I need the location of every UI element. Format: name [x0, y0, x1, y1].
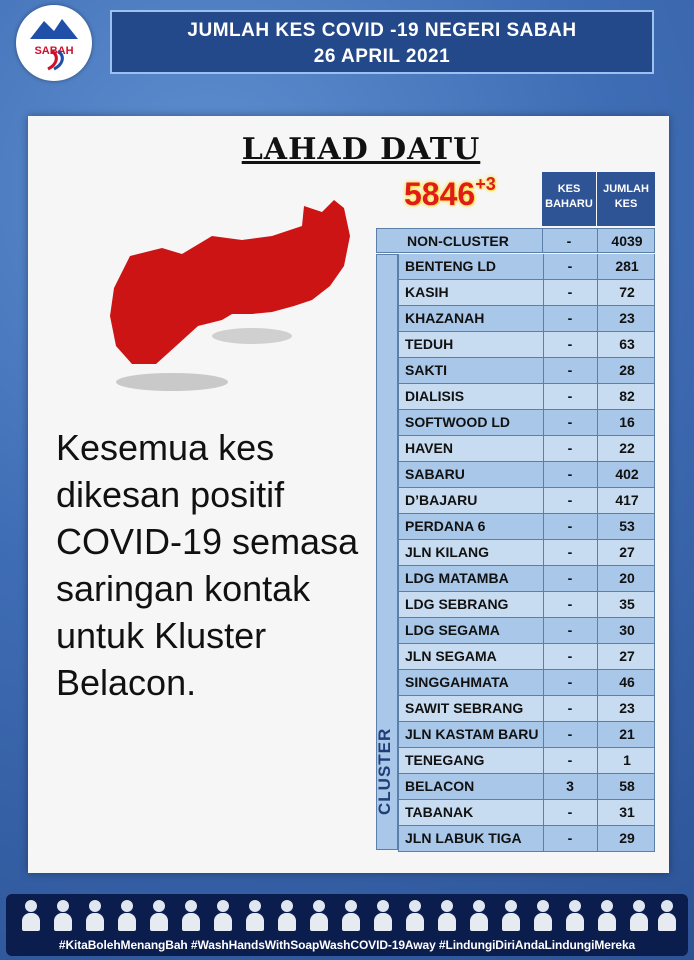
table-row — [398, 748, 655, 774]
cluster-total: 16 — [619, 414, 635, 430]
person-icon — [596, 898, 618, 932]
header-title: JUMLAH KES COVID -19 NEGERI SABAH — [187, 20, 577, 41]
header-new-cases: KES BAHARU — [542, 172, 596, 226]
cluster-total: 281 — [615, 258, 639, 274]
person-icon — [116, 898, 138, 932]
cluster-total: 72 — [619, 284, 635, 300]
person-icon — [52, 898, 74, 932]
cluster-new: - — [567, 258, 573, 274]
table-row — [398, 332, 655, 358]
table-row — [398, 566, 655, 592]
table-row — [398, 592, 655, 618]
cluster-new: - — [567, 336, 573, 352]
cluster-name: BENTENG LD — [405, 258, 496, 274]
non-cluster-new: - — [566, 233, 572, 249]
cluster-name: JLN KILANG — [405, 544, 489, 560]
person-icon — [628, 898, 650, 932]
cluster-new: - — [567, 726, 573, 742]
cluster-name: SOFTWOOD LD — [405, 414, 510, 430]
total-new: +3 — [475, 174, 496, 194]
table-row — [398, 800, 655, 826]
person-icon — [372, 898, 394, 932]
cluster-name: DIALISIS — [405, 388, 465, 404]
person-icon — [276, 898, 298, 932]
person-icon — [244, 898, 266, 932]
table-row — [398, 488, 655, 514]
cluster-new: - — [567, 518, 573, 534]
cluster-new: - — [567, 596, 573, 612]
cluster-new: - — [567, 804, 573, 820]
cluster-total: 23 — [619, 310, 635, 326]
table-row — [398, 722, 655, 748]
cluster-total: 21 — [619, 726, 635, 742]
non-cluster-total: 4039 — [611, 233, 643, 249]
person-icon — [532, 898, 554, 932]
cluster-total: 20 — [619, 570, 635, 586]
table-row — [398, 696, 655, 722]
person-icon — [212, 898, 234, 932]
cluster-name: TENEGANG — [405, 752, 485, 768]
cluster-new: - — [567, 674, 573, 690]
cluster-new: - — [567, 310, 573, 326]
cluster-total: 27 — [619, 544, 635, 560]
table-row — [398, 280, 655, 306]
person-icon — [404, 898, 426, 932]
cluster-total: 82 — [619, 388, 635, 404]
cluster-new: - — [567, 622, 573, 638]
cluster-new: - — [567, 830, 573, 846]
footer-hashtags: #KitaBolehMenangBah #WashHandsWithSoapWashCOVID-19Away #LindungiDiriAndaLindungiMereka — [58, 938, 636, 952]
logo-text: SABAH — [34, 45, 74, 57]
cluster-name: TEDUH — [405, 336, 454, 352]
cluster-new: - — [567, 388, 573, 404]
table-row — [398, 774, 655, 800]
cluster-table — [398, 254, 655, 852]
cluster-new: - — [567, 492, 573, 508]
person-icon — [500, 898, 522, 932]
cluster-name: LDG MATAMBA — [405, 570, 509, 586]
table-row — [398, 306, 655, 332]
person-icon — [148, 898, 170, 932]
cluster-name: KASIH — [405, 284, 449, 300]
cluster-total: 1 — [623, 752, 631, 768]
cluster-total: 63 — [619, 336, 635, 352]
table-row — [398, 540, 655, 566]
cluster-total: 46 — [619, 674, 635, 690]
cluster-total: 23 — [619, 700, 635, 716]
header-total-cases: JUMLAH KES — [597, 172, 655, 226]
cluster-name: SAWIT SEBRANG — [405, 700, 524, 716]
cluster-name: TABANAK — [405, 804, 474, 820]
cluster-new: - — [567, 648, 573, 664]
cluster-total: 22 — [619, 440, 635, 456]
cluster-new: - — [567, 440, 573, 456]
cluster-new: - — [567, 466, 573, 482]
cluster-new: - — [567, 414, 573, 430]
district-map-icon — [72, 196, 362, 396]
cluster-total: 402 — [615, 466, 639, 482]
person-icon — [84, 898, 106, 932]
cluster-total: 53 — [619, 518, 635, 534]
cluster-total: 27 — [619, 648, 635, 664]
mountain-logo-icon — [16, 5, 92, 81]
table-row — [398, 384, 655, 410]
cluster-name: SABARU — [405, 466, 465, 482]
cluster-new: - — [567, 362, 573, 378]
person-icon — [564, 898, 586, 932]
total-cases — [404, 176, 496, 213]
cluster-name: JLN LABUK TIGA — [405, 830, 522, 846]
cluster-name: HAVEN — [405, 440, 453, 456]
table-row — [398, 644, 655, 670]
cluster-name: JLN SEGAMA — [405, 648, 497, 664]
table-row — [398, 410, 655, 436]
cluster-total: 35 — [619, 596, 635, 612]
statement-text: Kesemua kes dikesan positif COVID-19 semasa saringan kontak untuk Kluster Belacon. — [56, 427, 359, 703]
table-row — [398, 254, 655, 280]
cluster-name: SAKTI — [405, 362, 447, 378]
cluster-label-column — [376, 254, 398, 850]
table-row — [398, 514, 655, 540]
cluster-name: PERDANA 6 — [405, 518, 486, 534]
table-row — [398, 618, 655, 644]
cluster-name: LDG SEGAMA — [405, 622, 500, 638]
cluster-new: - — [567, 284, 573, 300]
cluster-total: 417 — [615, 492, 639, 508]
cluster-new: - — [567, 570, 573, 586]
person-icon — [20, 898, 42, 932]
cluster-new: - — [567, 544, 573, 560]
table-row — [398, 670, 655, 696]
cluster-total: 31 — [619, 804, 635, 820]
cluster-new: - — [567, 752, 573, 768]
person-icon — [180, 898, 202, 932]
person-icon — [656, 898, 678, 932]
non-cluster-name: NON-CLUSTER — [407, 233, 509, 249]
cluster-label: CLUSTER — [375, 727, 394, 815]
cluster-name: KHAZANAH — [405, 310, 485, 326]
person-icon — [340, 898, 362, 932]
table-row — [398, 436, 655, 462]
person-icon — [468, 898, 490, 932]
cluster-name: LDG SEBRANG — [405, 596, 509, 612]
cluster-total: 30 — [619, 622, 635, 638]
district-title: LAHAD DATU — [241, 132, 481, 167]
sabah-logo — [16, 5, 92, 81]
cluster-name: BELACON — [405, 778, 475, 794]
non-cluster-row — [376, 228, 655, 253]
person-icon — [436, 898, 458, 932]
table-row — [398, 826, 655, 852]
cluster-name: JLN KASTAM BARU — [405, 726, 539, 742]
table-row — [398, 462, 655, 488]
total-cumulative: 5846 — [404, 176, 476, 212]
cluster-total: 29 — [619, 830, 635, 846]
cluster-total: 28 — [619, 362, 635, 378]
cluster-new: - — [567, 700, 573, 716]
table-row — [398, 358, 655, 384]
cluster-new: 3 — [566, 778, 574, 794]
header-banner — [110, 10, 654, 74]
cluster-total: 58 — [619, 778, 635, 794]
footer-banner — [6, 894, 688, 956]
cluster-name: D’BAJARU — [405, 492, 478, 508]
cluster-name: SINGGAHMATA — [405, 674, 509, 690]
person-icon — [308, 898, 330, 932]
header-date: 26 APRIL 2021 — [313, 46, 451, 67]
